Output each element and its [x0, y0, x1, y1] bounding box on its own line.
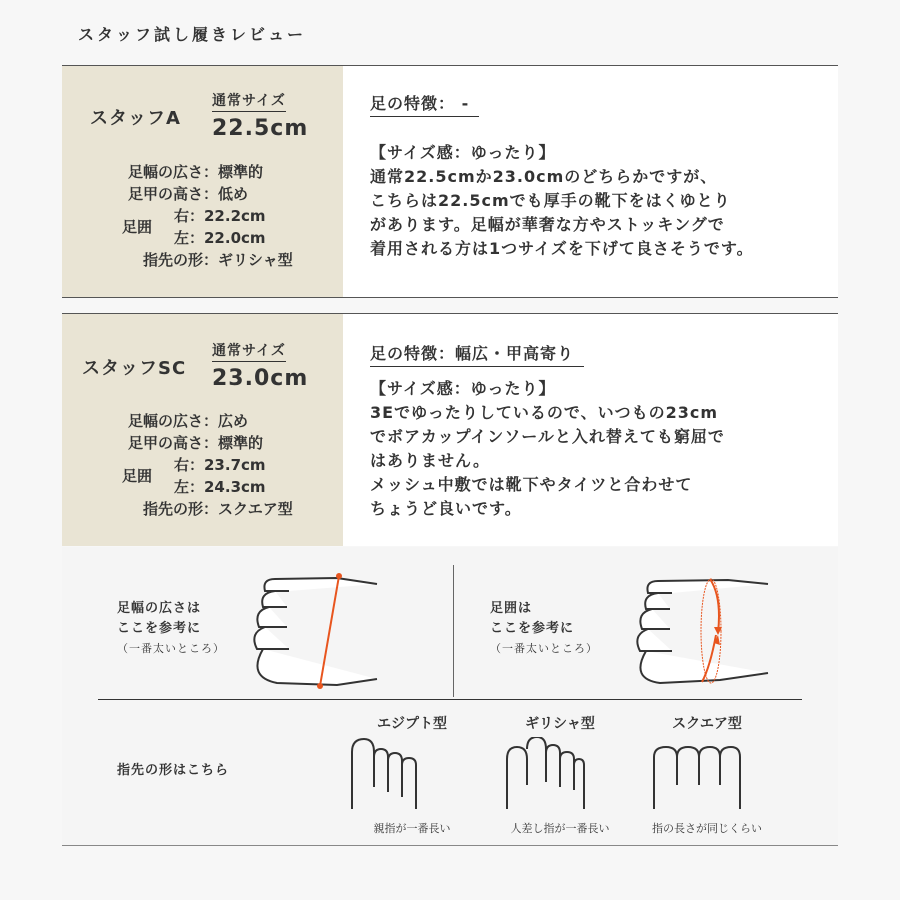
foot-feature: 足の特徴： -: [370, 92, 479, 117]
fit-label: 【サイズ感：ゆったり】: [370, 379, 556, 398]
toe-type-desc: 指の長さが同じくらい: [652, 822, 762, 835]
size-guide: [62, 547, 838, 845]
divider: [62, 845, 838, 846]
foot-width-illustration: [247, 567, 387, 697]
toe-type-name: スクエア型: [672, 716, 742, 732]
staff-a-comment: 足の特徴： - 【サイズ感：ゆったり】 通常22.5cmか23.0cmのどちらかですが、 こちらは22.5cmでも厚手の靴下をはくゆとり があります。足幅が華奢な方やストッキングで 着用される方は1つサイズを下げて良さそうです。: [370, 92, 818, 261]
girth-guide-text: 足囲は ここを参考に （一番太いところ）: [490, 601, 598, 655]
staff-a-review: [62, 66, 838, 297]
toe-type-desc: 人差し指が一番長い: [510, 822, 610, 835]
spec-girth: 足囲 右：22.2cm 左：22.0cm: [121, 207, 266, 247]
width-guide-text: 足幅の広さは ここを参考に （一番太いところ）: [117, 601, 225, 655]
usual-size: 22.5cm: [212, 116, 309, 141]
spec-instep: 足甲の高さ： 低め: [127, 185, 249, 203]
greek-toe-icon: [505, 737, 625, 812]
foot-feature: 足の特徴：幅広・甲高寄り: [370, 342, 584, 367]
usual-size-label: 通常サイズ: [212, 90, 286, 112]
staff-a-profile: [62, 66, 343, 297]
divider: [453, 565, 454, 697]
spec-width: 足幅の広さ： 標準的: [127, 163, 264, 181]
usual-size: 23.0cm: [212, 366, 309, 391]
toe-type-name: ギリシャ型: [525, 716, 595, 732]
foot-girth-illustration: [630, 567, 770, 697]
toe-guide-text: 指先の形はこちら: [117, 763, 230, 778]
divider: [98, 699, 802, 700]
spec-instep: 足甲の高さ： 標準的: [127, 434, 264, 452]
spec-width: 足幅の広さ： 広め: [127, 412, 249, 430]
staff-sc-comment: 足の特徴：幅広・甲高寄り 【サイズ感：ゆったり】 3Eでゆったりしているので、いつもの23cm でボアカップインソールと入れ替えても窮屈で はありません。 メッシュ中敷では靴下やタイツと合わせて ちょうど良いです。: [370, 342, 818, 521]
usual-size-label: 通常サイズ: [212, 340, 286, 362]
toe-type-name: エジプト型: [377, 716, 447, 732]
toe-type-desc: 親指が一番長い: [373, 822, 451, 835]
spec-girth: 足囲 右：23.7cm 左：24.3cm: [121, 456, 266, 496]
staff-name: スタッフA: [90, 108, 181, 129]
egyptian-toe-icon: [350, 737, 470, 812]
divider: [62, 297, 838, 298]
staff-sc-profile: [62, 314, 343, 546]
square-toe-icon: [652, 737, 772, 812]
spec-toe: 指先の形： スクエア型: [142, 500, 293, 518]
staff-name: スタッフSC: [82, 358, 187, 379]
page-title: スタッフ試し履きレビュー: [78, 25, 307, 44]
fit-label: 【サイズ感：ゆったり】: [370, 143, 556, 162]
staff-sc-review: [62, 314, 838, 546]
spec-toe: 指先の形： ギリシャ型: [142, 251, 293, 269]
